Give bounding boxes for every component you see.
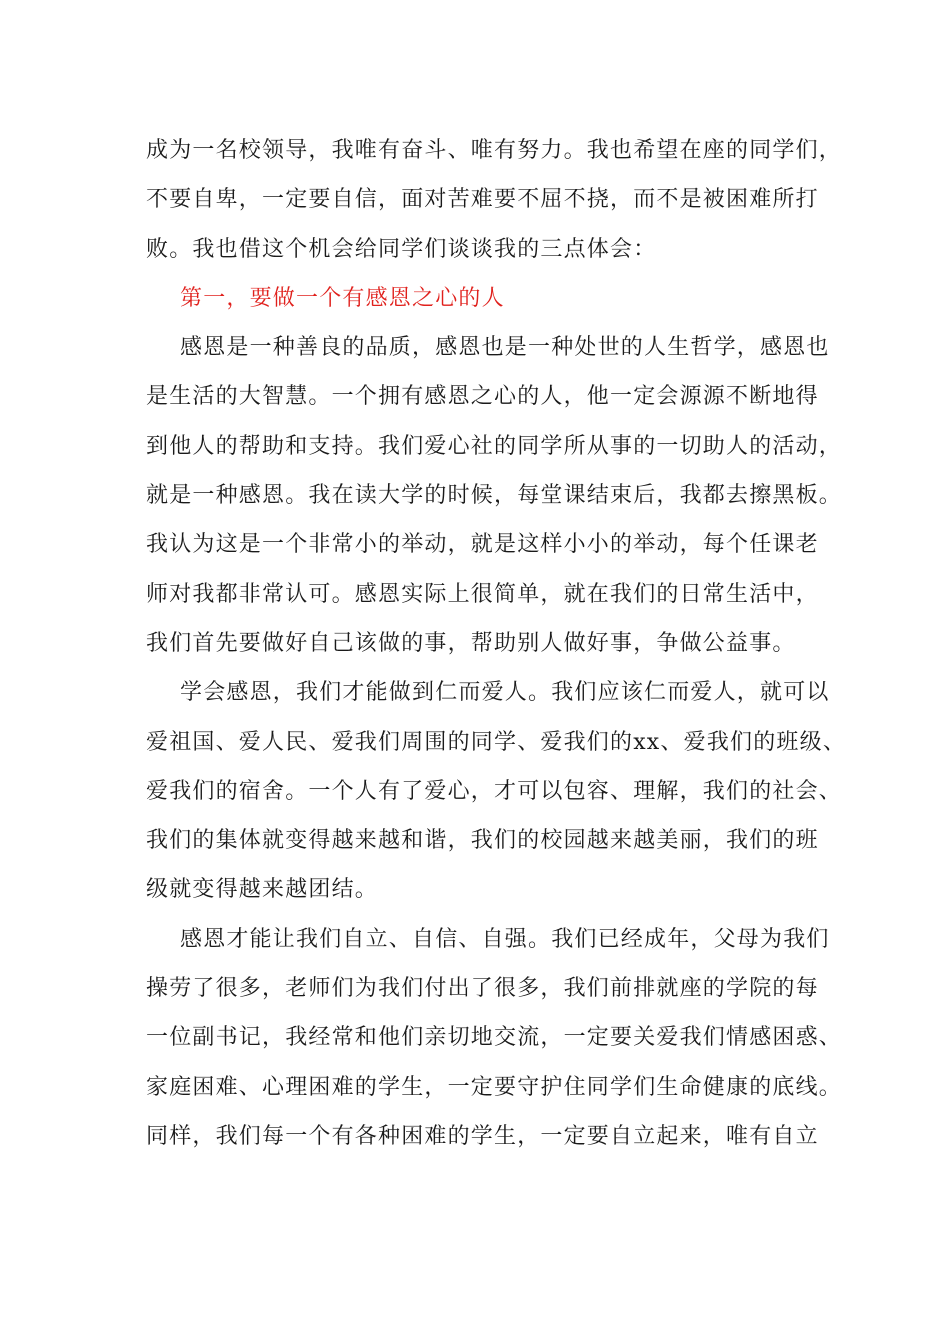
text-line: 操劳了很多，老师们为我们付出了很多，我们前排就座的学院的每 [146, 976, 819, 1002]
text-line: 师对我都非常认可。感恩实际上很简单，就在我们的日常生活中， [146, 581, 819, 607]
text-line: 我们的集体就变得越来越和谐，我们的校园越来越美丽，我们的班 [146, 828, 819, 854]
text-line: 爱我们的宿舍。一个人有了爱心，才可以包容、理解，我们的社会、 [146, 778, 843, 804]
text-line: 爱祖国、爱人民、爱我们周围的同学、爱我们的xx、爱我们的班级、 [146, 729, 847, 755]
text-line: 我认为这是一个非常小的举动，就是这样小小的举动，每个任课老 [146, 532, 819, 558]
text-line: 成为一名校领导，我唯有奋斗、唯有努力。我也希望在座的同学们， [146, 138, 843, 163]
text-line: 是生活的大智慧。一个拥有感恩之心的人，他一定会源源不断地得 [146, 384, 819, 410]
text-line: 级就变得越来越团结。 [146, 877, 379, 903]
text-line: 同样，我们每一个有各种困难的学生，一定要自立起来，唯有自立 [146, 1123, 819, 1149]
paragraph-first-line: 学会感恩，我们才能做到仁而爱人。我们应该仁而爱人，就可以 [180, 680, 830, 706]
text-line: 就是一种感恩。我在读大学的时候，每堂课结束后，我都去擦黑板。 [146, 483, 843, 509]
paragraph-first-line: 感恩是一种善良的品质，感恩也是一种处世的人生哲学，感恩也 [180, 335, 830, 361]
text-line: 不要自卑，一定要自信，面对苦难要不屈不挠，而不是被困难所打 [146, 187, 819, 213]
document-body [146, 126, 847, 1161]
text-line: 家庭困难、心理困难的学生，一定要守护住同学们生命健康的底线。 [146, 1074, 843, 1100]
text-line: 败。我也借这个机会给同学们谈谈我的三点体会： [146, 236, 657, 262]
text-line: 我们首先要做好自己该做的事，帮助别人做好事，争做公益事。 [146, 630, 796, 656]
paragraph-first-line: 感恩才能让我们自立、自信、自强。我们已经成年，父母为我们 [180, 926, 830, 952]
text-line: 到他人的帮助和支持。我们爱心社的同学所从事的一切助人的活动， [146, 433, 843, 459]
section-heading: 第一，要做一个有感恩之心的人 [180, 285, 505, 311]
text-line: 一位副书记，我经常和他们亲切地交流，一定要关爱我们情感困惑、 [146, 1025, 843, 1051]
